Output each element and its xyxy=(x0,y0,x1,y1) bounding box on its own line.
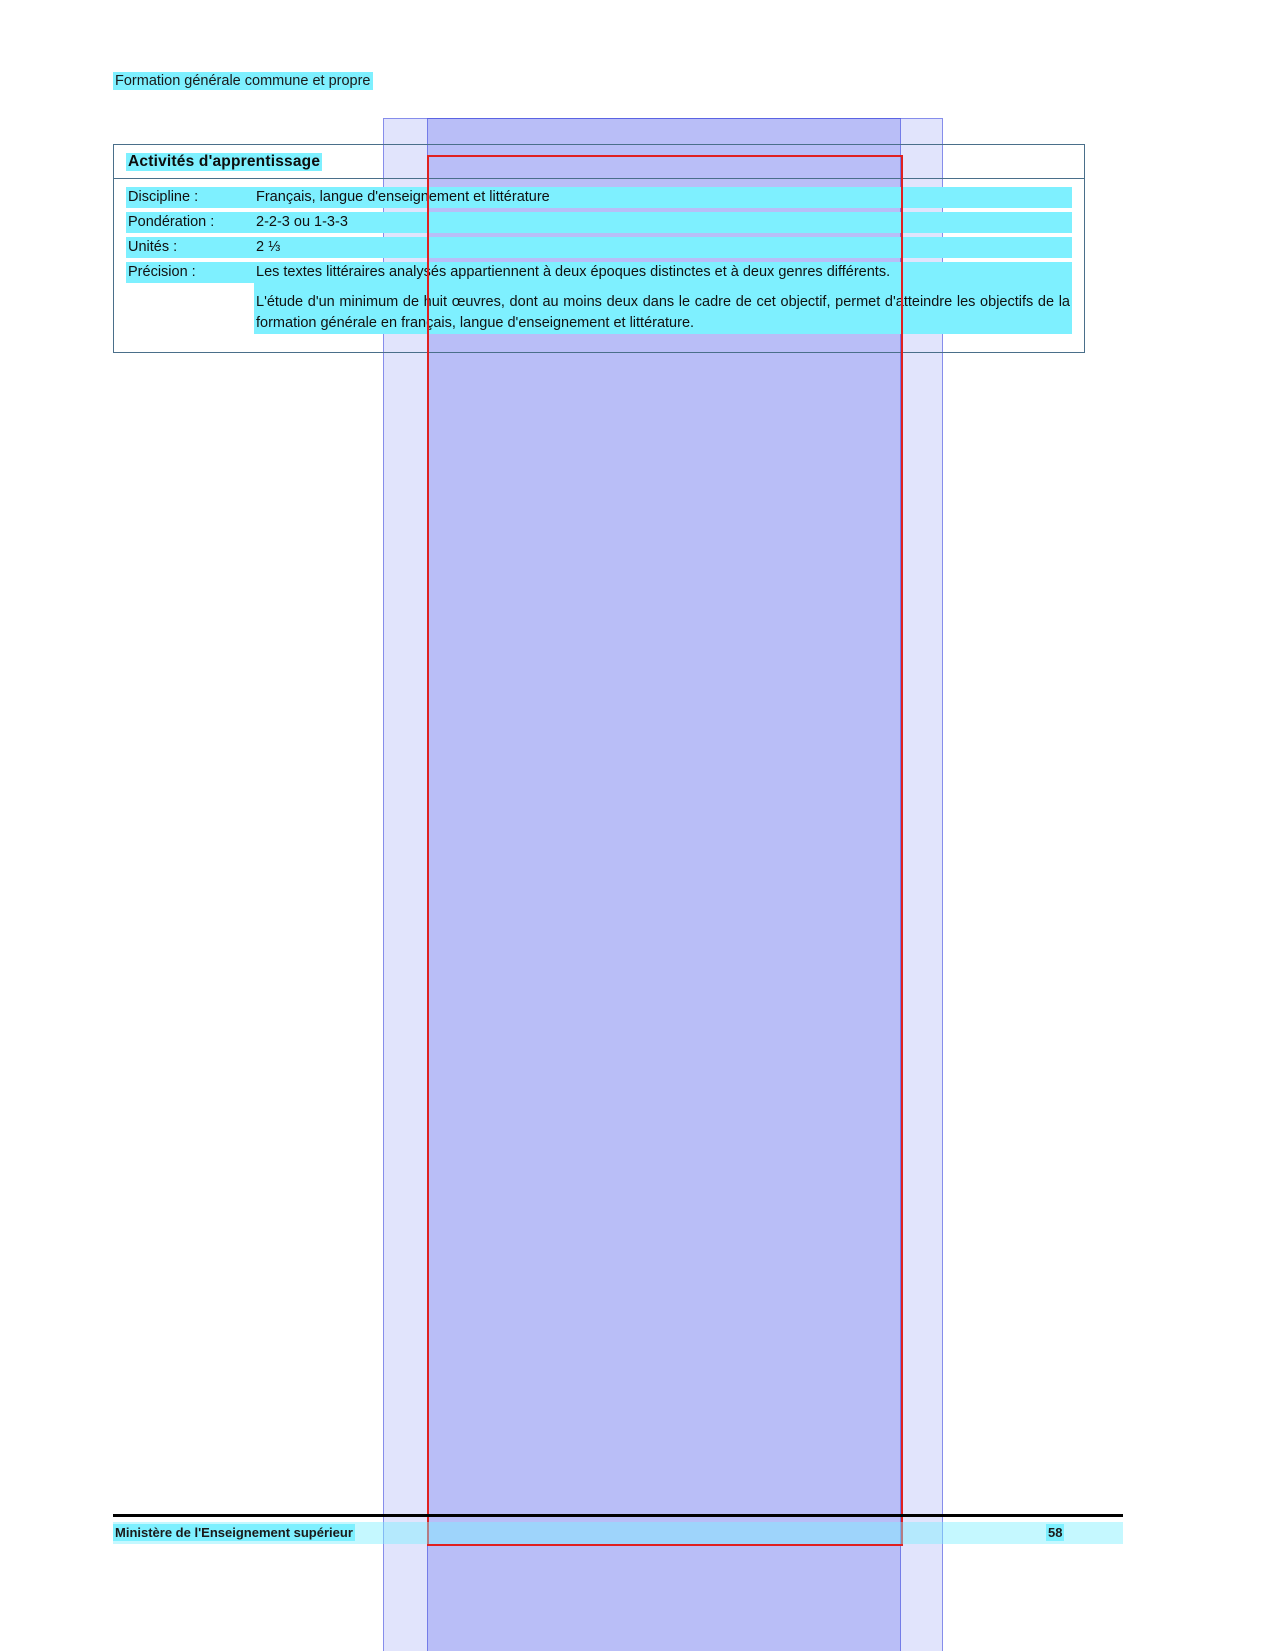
field-label: Pondération : xyxy=(126,212,254,233)
field-ponderation xyxy=(126,212,1072,233)
field-label: Discipline : xyxy=(126,187,254,208)
activities-table xyxy=(113,144,1085,353)
footer-ministry-label: Ministère de l'Enseignement supérieur xyxy=(115,1525,353,1540)
field-value: 2 ⅓ xyxy=(254,237,1072,258)
field-value-block xyxy=(254,262,1072,334)
precision-paragraph-2: L'étude d'un minimum de huit œuvres, dont au moins deux dans le cadre de cet objectif, permet d'atteindre les objectifs de la formation générale en français, langue d'enseignement et littérature. xyxy=(256,292,1070,334)
footer-page-number: 58 xyxy=(1048,1525,1063,1540)
field-discipline xyxy=(126,187,1072,208)
field-label: Précision : xyxy=(126,262,254,283)
page-header: Formation générale commune et propre xyxy=(115,73,371,89)
region-highlight-frame xyxy=(427,155,903,1546)
footer-divider xyxy=(113,1514,1123,1517)
field-value: Français, langue d'enseignement et littérature xyxy=(254,187,1072,208)
field-label: Unités : xyxy=(126,237,254,258)
field-precision xyxy=(126,262,1072,334)
section-title: Activités d'apprentissage xyxy=(128,153,321,170)
field-unites xyxy=(126,237,1072,258)
field-value: 2-2-3 ou 1-3-3 xyxy=(254,212,1072,233)
precision-paragraph-1: Les textes littéraires analysés appartiennent à deux époques distinctes et à deux genres différents. xyxy=(256,262,1070,283)
table-header-row xyxy=(114,145,1084,179)
table-body xyxy=(114,179,1084,352)
